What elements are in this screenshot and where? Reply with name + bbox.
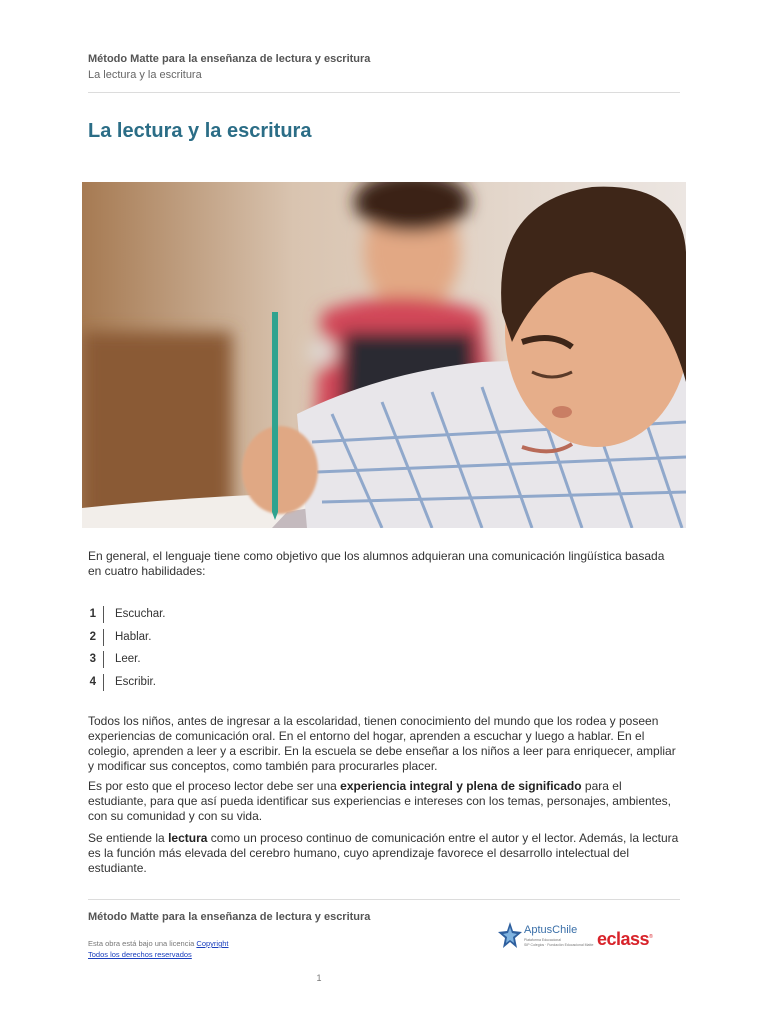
paragraph-reading-definition: [88, 831, 680, 876]
child-writing-photo: [82, 182, 686, 528]
paragraph-text: para el estudiante, para que así pueda identificar sus experiencias e intereses con los temas, personajes, ambientes, con su comunidad y con su vida.: [88, 779, 672, 823]
aptus-star-icon: [498, 922, 522, 952]
header-course-title: Método Matte para la enseñanza de lectura y escritura: [88, 53, 371, 65]
license-notice: [88, 938, 229, 960]
rights-reserved-link[interactable]: Todos los derechos reservados: [88, 950, 192, 959]
list-item-number: 3: [89, 653, 96, 665]
page-number: 1: [316, 973, 322, 983]
list-item: [88, 629, 388, 652]
paragraph-emphasis: lectura: [168, 831, 208, 845]
aptus-name: AptusChile: [524, 924, 578, 936]
paragraph-text: como un proceso continuo de comunicación entre el autor y el lector. Además, la lectura es la función más elevada del cerebro humano, cuyo aprendizaje favorece el desarrollo intelectual del estudiante.: [88, 831, 679, 875]
list-item: [88, 651, 388, 674]
paragraph-text: Es por esto que el proceso lector debe ser una: [88, 779, 341, 793]
skills-list: [88, 606, 388, 696]
list-item-divider: [103, 651, 104, 668]
list-item-divider: [103, 606, 104, 623]
aptus-chile-logo: [498, 922, 594, 954]
header-section-title: La lectura y la escritura: [88, 69, 202, 81]
aptus-tagline: [524, 938, 593, 947]
list-item-label: Escribir.: [115, 675, 156, 688]
eclass-registered-mark: ®: [649, 934, 653, 940]
eclass-logo: [597, 929, 652, 950]
license-line: [88, 938, 229, 949]
list-item-divider: [103, 629, 104, 646]
list-item-label: Escuchar.: [115, 608, 166, 620]
paragraph-text: Se entiende la: [88, 831, 169, 845]
page-title: La lectura y la escritura: [88, 120, 312, 142]
copyright-link[interactable]: Copyright: [196, 939, 229, 948]
list-item-divider: [103, 674, 104, 691]
list-item-number: 2: [89, 630, 96, 643]
paragraph-reading-experience: [88, 779, 680, 824]
aptus-tagline-line: SIP Colegios · Fundación Educacional Matte: [524, 942, 594, 947]
paragraph-children-knowledge: Todos los niños, antes de ingresar a la escolaridad, tienen conocimiento del mundo que los rodea y poseen experiencias de comunicación oral. En el entorno del hogar, aprenden a escuchar y luego a hablar. En el colegio, aprenden a leer y a escribir. En la escuela se debe enseñar a los niños a leer para enriquecer, ampliar y modificar sus conceptos, como también para procurarles placer.: [88, 714, 676, 773]
paragraph-emphasis: experiencia integral y plena de significado: [340, 779, 582, 793]
footer-course-title: Método Matte para la enseñanza de lectura y escritura: [88, 911, 371, 923]
list-item-number: 4: [89, 675, 96, 688]
list-item-label: Leer.: [115, 653, 141, 665]
header-divider: [88, 92, 680, 93]
rights-line: [88, 949, 229, 960]
license-text: Esta obra está bajo una licencia: [88, 939, 197, 948]
list-item: [88, 674, 388, 697]
list-item-label: Hablar.: [115, 630, 152, 643]
list-item: [88, 606, 388, 629]
footer-divider: [88, 899, 680, 900]
eclass-name: eclass: [597, 929, 650, 949]
list-item-number: 1: [89, 608, 96, 620]
page-header: [88, 52, 680, 83]
aptus-tagline-line: Plataforma Educacional: [524, 938, 561, 942]
intro-paragraph: En general, el lenguaje tiene como objetivo que los alumnos adquieran una comunicación lingüística basada en cuatro habilidades:: [88, 549, 665, 578]
